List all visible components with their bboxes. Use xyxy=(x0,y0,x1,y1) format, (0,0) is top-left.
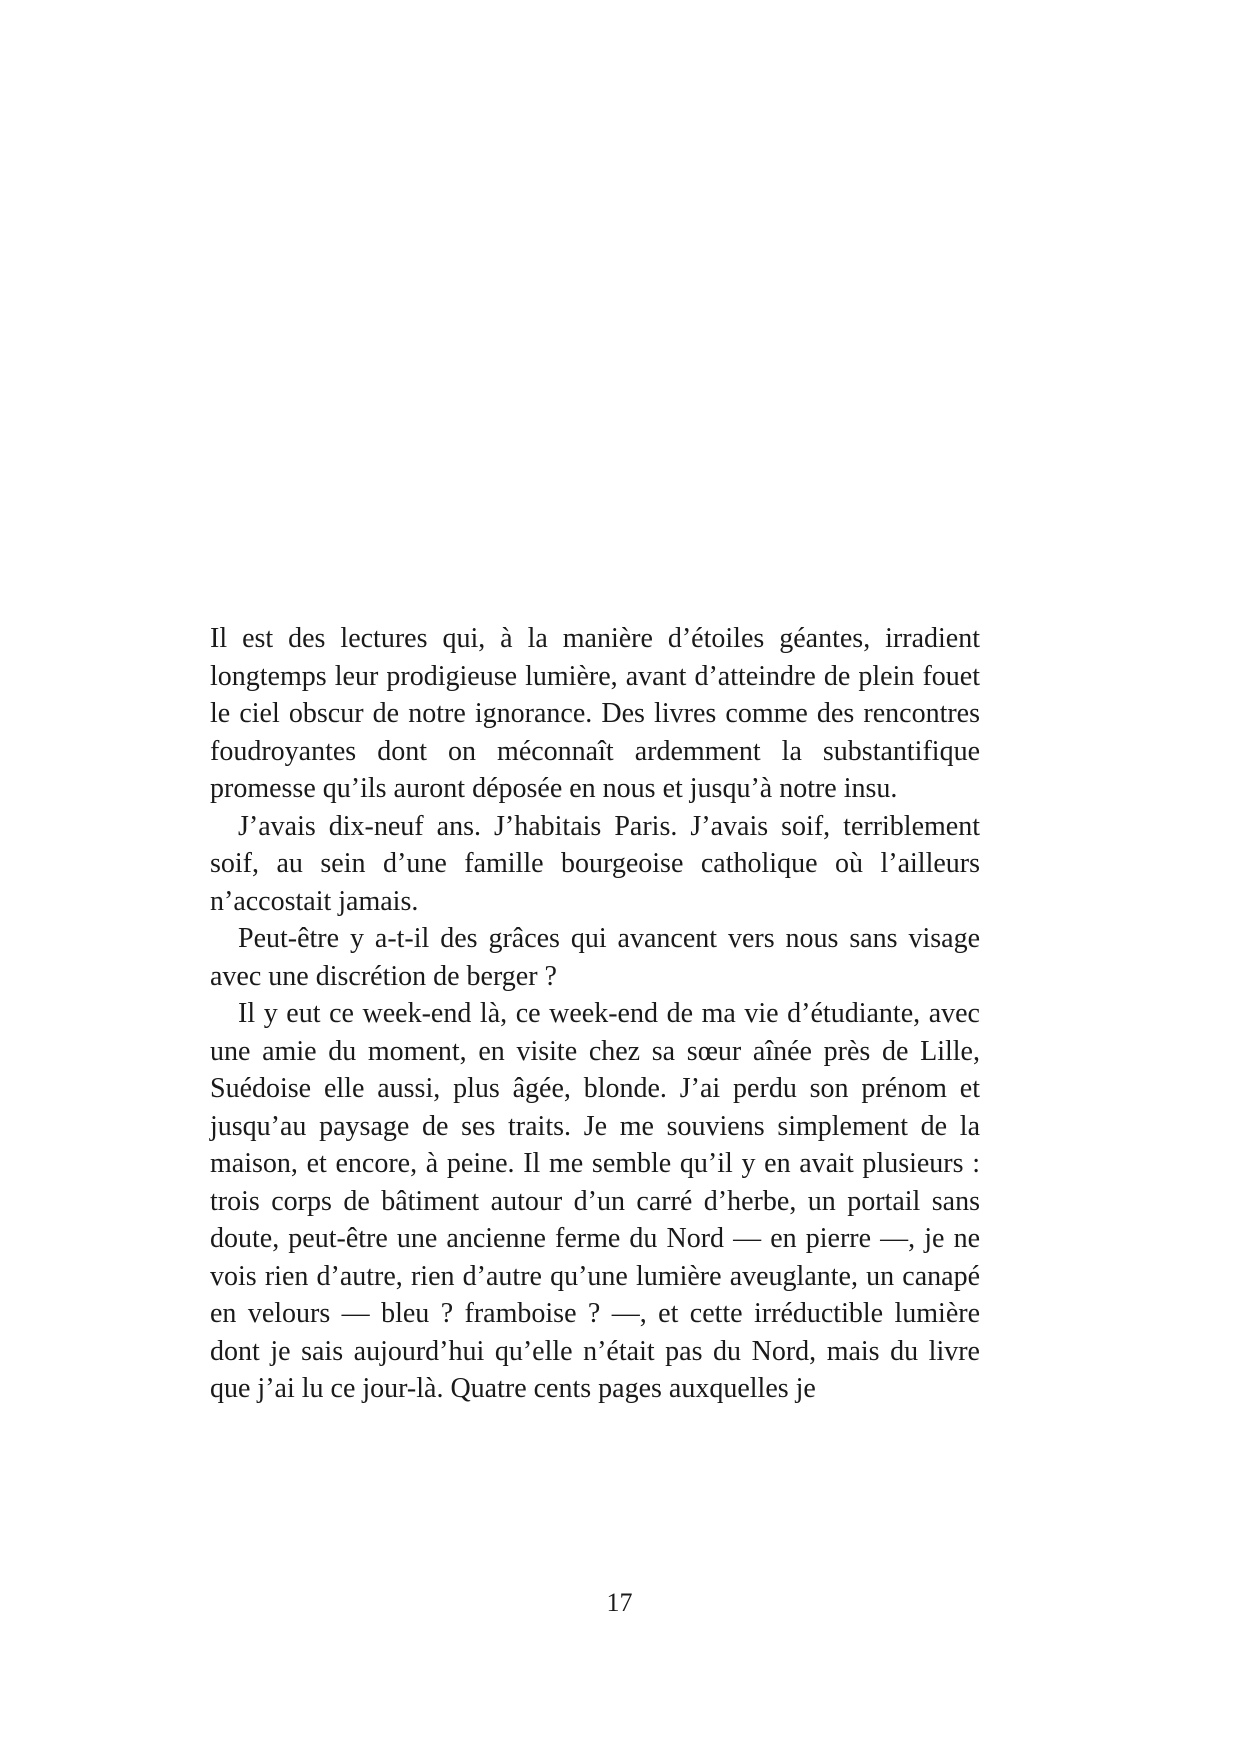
page-number: 17 xyxy=(606,1588,633,1617)
paragraph-1: Il est des lectures qui, à la manière d’étoiles géantes, irradient longtemps leur prodigieuse lumière, avant d’atteindre de plein fouet le ciel obscur de notre ignorance. Des livres comme des rencontres foudroyantes dont on méconnaît ardemment la substantifique promesse qu’ils auront déposée en nous et jusqu’à notre insu. xyxy=(210,623,980,804)
paragraph-2: J’avais dix-neuf ans. J’habitais Paris. J’avais soif, terriblement soif, au sein d’une famille bourgeoise catholique où l’ailleurs n’accostait jamais. xyxy=(210,810,980,917)
body-text xyxy=(210,620,980,1408)
paragraph-4: Il y eut ce week-end là, ce week-end de ma vie d’étudiante, avec une amie du moment, en visite chez sa sœur aînée près de Lille, Suédoise elle aussi, plus âgée, blonde. J’ai perdu son prénom et jusqu’au paysage de ses traits. Je me souviens simplement de la maison, et encore, à peine. Il me semble qu’il y en avait plusieurs : trois corps de bâtiment autour d’un carré d’herbe, un portail sans doute, peut-être une ancienne ferme du Nord — en pierre —, je ne vois rien d’autre, rien d’autre qu’une lumière aveuglante, un canapé en velours — bleu ? framboise ? —, et cette irréductible lumière dont je sais aujourd’hui qu’elle n’était pas du Nord, mais du livre que j’ai lu ce jour-là. Quatre cents pages auxquelles je xyxy=(210,998,980,1404)
paragraph-3: Peut-être y a-t-il des grâces qui avancent vers nous sans visage avec une discrétion de berger ? xyxy=(210,923,980,992)
